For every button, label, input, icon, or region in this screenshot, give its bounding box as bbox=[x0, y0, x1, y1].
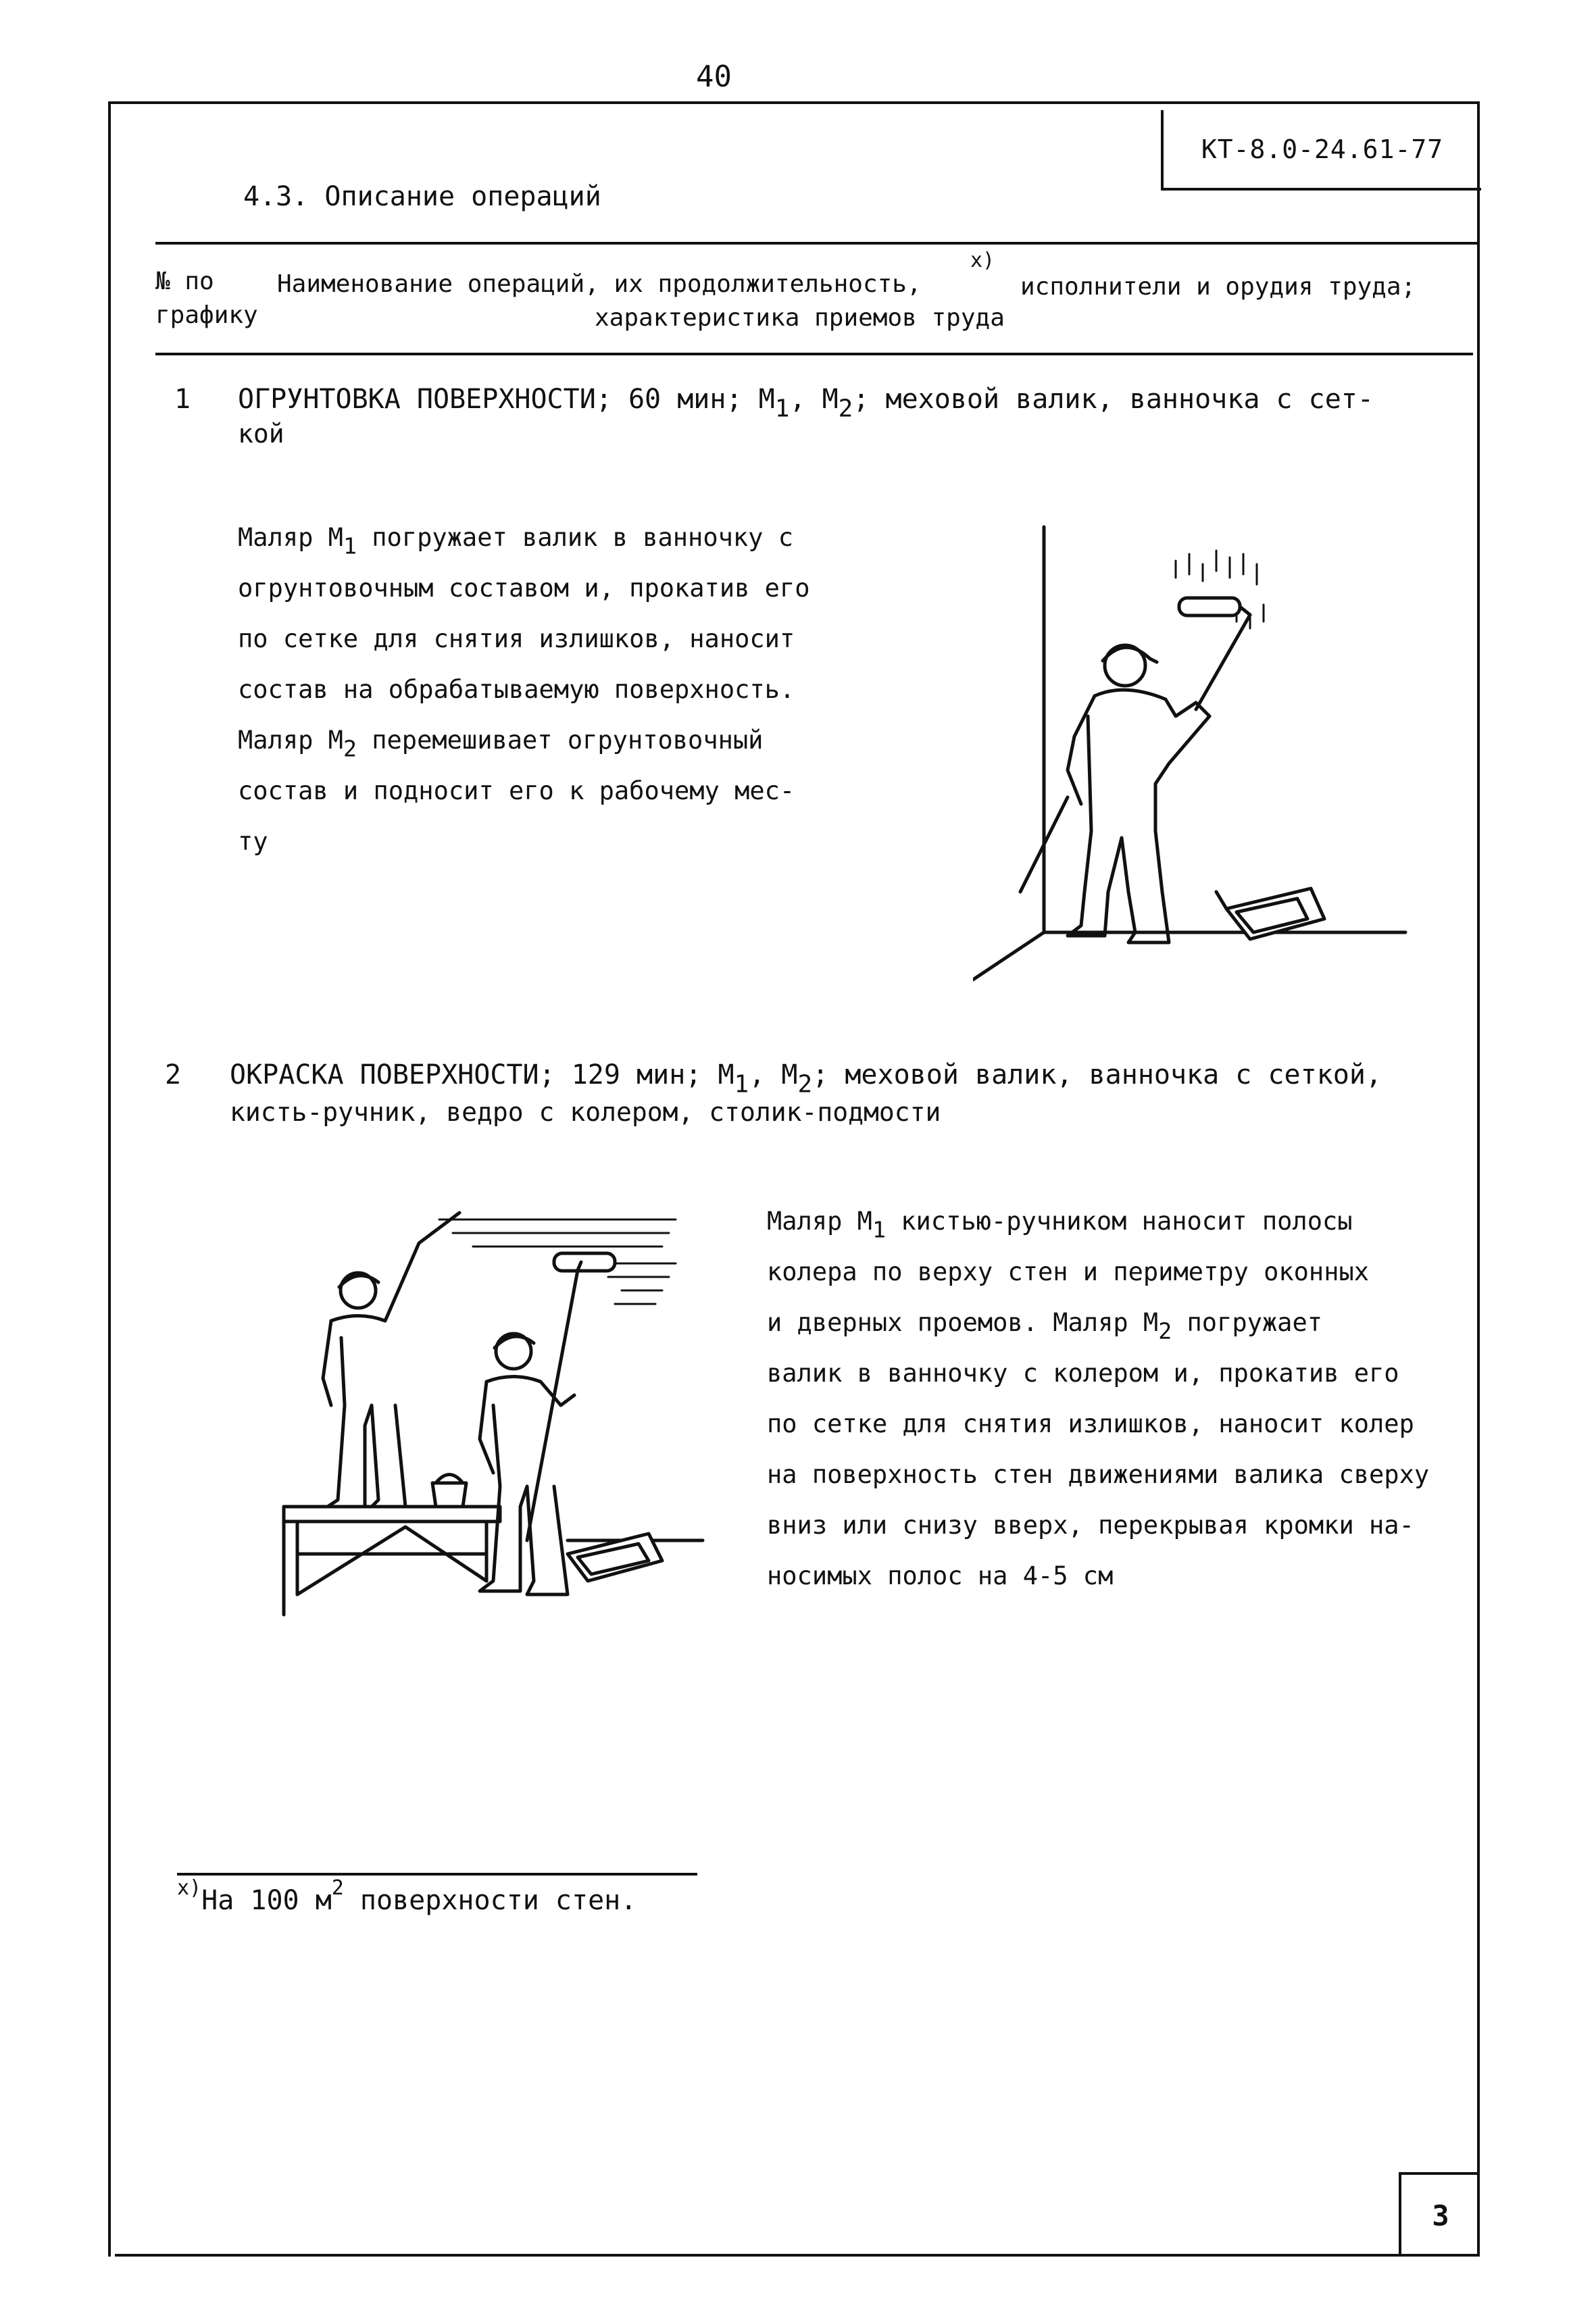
text: Маляр М bbox=[238, 523, 343, 552]
document-code: КТ-8.0-24.61-77 bbox=[1201, 134, 1444, 164]
operation-2-title-line2: кисть-ручник, ведро с колером, столик-подмости bbox=[230, 1097, 941, 1127]
operation-1-title-part: ; меховой валик, ванночка с сет- bbox=[853, 384, 1374, 415]
description-line: носимых полос на 4-5 см bbox=[767, 1561, 1114, 1590]
footnote-text: поверхности стен. bbox=[343, 1885, 637, 1916]
description-line: по сетке для снятия излишков, наносит bbox=[238, 624, 795, 653]
description-line bbox=[767, 1297, 1429, 1348]
subscript: 2 bbox=[343, 735, 357, 762]
frame-top-border bbox=[108, 101, 1480, 104]
header-col-number-line2: графику bbox=[155, 301, 258, 329]
footnote-superscript: 2 bbox=[331, 1876, 344, 1900]
subscript: 1 bbox=[872, 1216, 886, 1243]
description-line: по сетке для снятия излишков, наносит колер bbox=[767, 1409, 1414, 1438]
text: кистью-ручником наносит полосы bbox=[885, 1207, 1353, 1236]
text: погружает bbox=[1172, 1308, 1322, 1337]
description-line bbox=[767, 1196, 1429, 1247]
document-code-box bbox=[1161, 110, 1481, 191]
operation-2-number: 2 bbox=[165, 1059, 182, 1090]
description-line: ту bbox=[238, 827, 268, 856]
text: Маляр М bbox=[767, 1207, 872, 1236]
footnote bbox=[177, 1876, 637, 1916]
description-line: вниз или снизу вверх, перекрывая кромки на- bbox=[767, 1511, 1414, 1540]
subscript: 2 bbox=[1158, 1317, 1172, 1344]
footnote-mark: х) bbox=[177, 1876, 202, 1900]
operation-1-title-part: ОГРУНТОВКА ПОВЕРХНОСТИ; 60 мин; М bbox=[238, 384, 775, 415]
sheet-number: 3 bbox=[1432, 2199, 1449, 2232]
description-line bbox=[238, 512, 809, 563]
operation-1-title-sub2: 2 bbox=[838, 395, 853, 423]
description-line: состав на обрабатываемую поверхность. bbox=[238, 675, 795, 704]
description-line: на поверхность стен движениями валика сверху bbox=[767, 1460, 1430, 1489]
operation-1-title bbox=[238, 384, 1374, 423]
text: Маляр М bbox=[238, 726, 343, 755]
operation-1-description bbox=[238, 512, 809, 867]
operation-1-number: 1 bbox=[174, 384, 191, 415]
footnote-rule bbox=[177, 1873, 697, 1876]
operation-1-title-part: , М bbox=[789, 384, 839, 415]
frame-right-border bbox=[1477, 101, 1480, 2257]
header-bottom-rule bbox=[155, 353, 1473, 355]
subscript: 1 bbox=[343, 532, 357, 559]
section-title: 4.3. Описание операций bbox=[243, 181, 601, 212]
description-line: состав и подносит его к рабочему мес- bbox=[238, 776, 795, 805]
description-line: огрунтовочным составом и, прокатив его bbox=[238, 574, 810, 603]
frame-left-border bbox=[108, 101, 111, 2257]
frame-bottom-border bbox=[115, 2254, 1480, 2257]
header-footnote-mark: х) bbox=[970, 249, 995, 272]
operation-2-description bbox=[767, 1196, 1429, 1601]
header-col-description-line1-end: исполнители и орудия труда; bbox=[1020, 273, 1416, 301]
description-line bbox=[238, 715, 809, 765]
text: погружает валик в ванночку с bbox=[356, 523, 793, 552]
operation-2-title-part: ОКРАСКА ПОВЕРХНОСТИ; 129 мин; М bbox=[230, 1059, 734, 1090]
description-line: валик в ванночку с колером и, прокатив его bbox=[767, 1359, 1399, 1388]
page-number: 40 bbox=[696, 59, 732, 94]
operation-2-title-part: ; меховой валик, ванночка с сеткой, bbox=[812, 1059, 1382, 1090]
description-line: колера по верху стен и периметру оконных bbox=[767, 1257, 1370, 1286]
operation-1-title-line2: кой bbox=[238, 419, 284, 449]
text: перемешивает огрунтовочный bbox=[356, 726, 764, 755]
text: и дверных проемов. Маляр М bbox=[767, 1308, 1159, 1337]
two-painters-on-scaffold-icon bbox=[270, 1203, 716, 1628]
painter-with-roller-icon bbox=[973, 513, 1419, 986]
operation-1-title-sub1: 1 bbox=[774, 395, 790, 423]
operation-2-title bbox=[230, 1059, 1382, 1099]
header-col-description-line2: характеристика приемов труда bbox=[595, 304, 1005, 332]
footnote-text: На 100 м bbox=[201, 1885, 332, 1916]
sheet-number-box bbox=[1399, 2172, 1480, 2257]
header-col-number-line1: № по bbox=[155, 268, 214, 295]
operation-2-title-sub2: 2 bbox=[797, 1070, 813, 1099]
header-col-description-line1: Наименование операций, их продолжительность, bbox=[277, 270, 922, 298]
operation-2-title-part: , М bbox=[749, 1059, 798, 1090]
operation-2-title-sub1: 1 bbox=[734, 1070, 749, 1099]
header-top-rule bbox=[155, 242, 1480, 245]
